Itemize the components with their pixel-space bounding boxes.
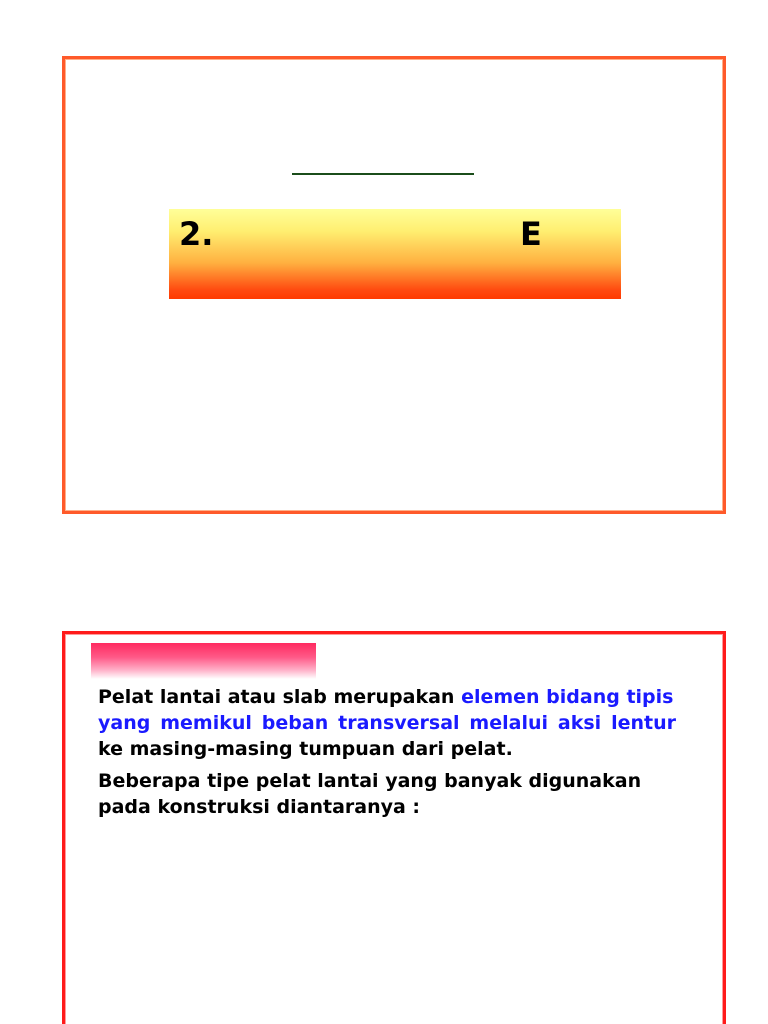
paragraph-types (98, 768, 676, 820)
paragraph-line-2: yang memikul beban transversal melalui aksi lentur (98, 712, 676, 734)
slide-title (62, 56, 726, 514)
paragraph-line-3: ke masing-masing tumpuan dari pelat. (98, 738, 513, 760)
text-black: Pelat lantai atau slab merupakan (98, 686, 462, 708)
title-letter: E (520, 215, 542, 253)
paragraph-line-2: pada konstruksi diantaranya : (98, 796, 421, 818)
title-number: 2. (179, 215, 214, 253)
paragraph-definition (98, 684, 676, 762)
title-rule (292, 173, 474, 175)
slide-content (62, 631, 726, 1024)
heading-banner (91, 643, 316, 679)
title-banner (169, 209, 621, 299)
text-highlight: elemen bidang tipis (461, 686, 674, 708)
paragraph-line-1: Beberapa tipe pelat lantai yang banyak digunakan (98, 770, 642, 792)
paragraph-line-1 (98, 684, 676, 710)
